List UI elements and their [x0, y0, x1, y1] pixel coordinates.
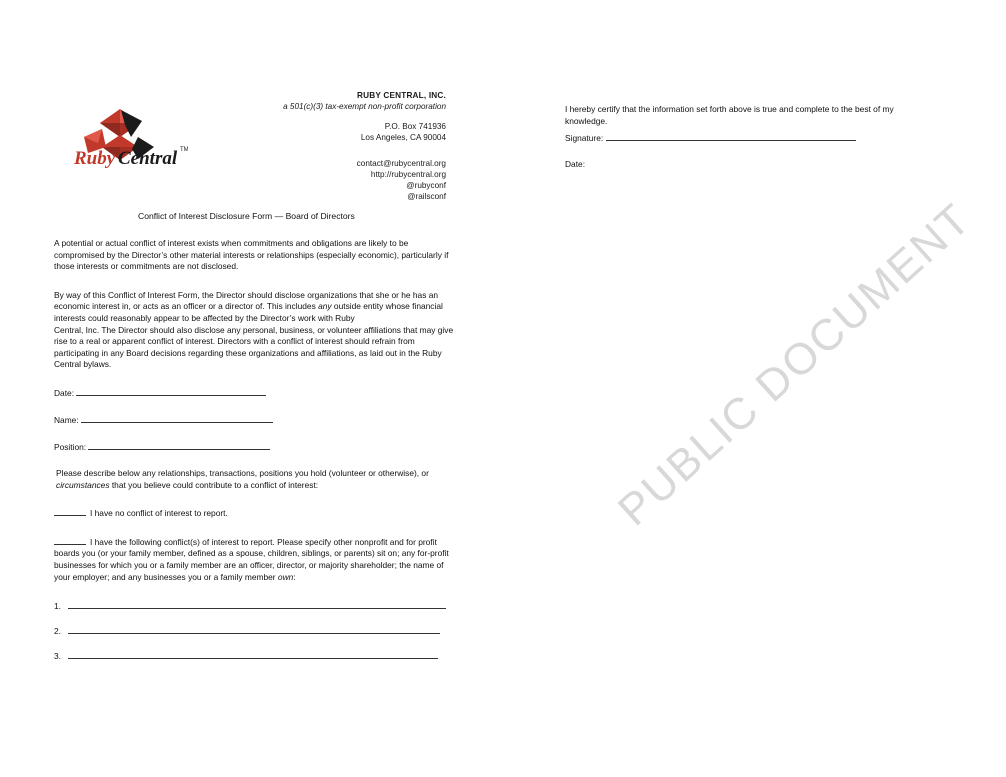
- watermark-text: PUBLIC DOCUMENT: [609, 194, 981, 536]
- paragraph-disclosure-part1: By way of this Conflict of Interest Form, the Director should disclose organizations that she or he has an economic interest in, or acts as an officer or a director of. This includes: [54, 289, 439, 312]
- field-name-rule[interactable]: [81, 413, 273, 423]
- form-column: [54, 90, 454, 661]
- disclosure-item-3-rule[interactable]: [68, 649, 438, 659]
- option-has-conflict-blank[interactable]: [54, 536, 86, 545]
- option-has-conflict-label: I have the following conflict(s) of interest to report. Please specify other nonprofit and for profit boards you (or your family member, defined as a spouse, children, siblings, or parents) sit on; any for-profit businesses for which you or a family member are an officer, director, or majority shareholder; the name of your employer; and any businesses you or a family member: [54, 536, 449, 582]
- paragraph-disclosure-part2: outside entity whose financial interests could reasonably appear to be affected by the Director’s work with Ruby: [54, 301, 443, 323]
- disclosure-item-1-rule[interactable]: [68, 599, 446, 609]
- field-date-label: Date:: [54, 387, 75, 398]
- paragraph-describe-part2: that you believe could contribute to a conflict of interest:: [109, 479, 319, 490]
- field-name-label: Name:: [54, 414, 79, 425]
- org-address-line1: P.O. Box 741936: [384, 122, 446, 131]
- field-date-rule[interactable]: [76, 386, 266, 396]
- paragraph-disclosure-emphasis: any: [318, 301, 332, 312]
- option-has-conflict-emphasis: own: [277, 571, 294, 582]
- svg-text:Central: Central: [118, 148, 178, 169]
- option-no-conflict-label: I have no conflict of interest to report.: [90, 508, 228, 519]
- field-signature-rule[interactable]: [606, 131, 856, 141]
- field-certification-date-label: Date:: [565, 158, 586, 169]
- watermark: [565, 150, 1005, 620]
- disclosure-item-3[interactable]: [54, 649, 454, 661]
- org-website[interactable]: http://rubycentral.org: [370, 170, 446, 179]
- paragraph-definition: A potential or actual conflict of interest exists when commitments and obligations are likely to be compromised by the Director’s other material interests or relationships (especially economic), particularly if those interests or commitments are not disclosed.: [54, 238, 449, 272]
- paragraph-describe: [56, 468, 454, 491]
- option-no-conflict[interactable]: [54, 507, 454, 520]
- certification-statement: I hereby certify that the information set forth above is true and complete to the best of my knowledge.: [565, 104, 894, 126]
- disclosure-item-2[interactable]: [54, 624, 454, 636]
- letterhead: [54, 90, 454, 201]
- option-has-conflict[interactable]: [54, 536, 454, 583]
- disclosure-item-1-number: 1.: [54, 601, 61, 612]
- paragraph-describe-emphasis: circumstances: [56, 479, 110, 490]
- paragraph-describe-part1: Please describe below any relationships, transactions, positions you hold (volunteer or otherwise), or: [56, 467, 429, 478]
- svg-text:TM: TM: [180, 147, 188, 153]
- option-no-conflict-blank[interactable]: [54, 507, 86, 516]
- certification-column: [565, 104, 925, 170]
- field-signature[interactable]: [565, 131, 925, 145]
- paragraph-disclosure: [54, 290, 454, 371]
- disclosure-item-1[interactable]: [54, 599, 454, 611]
- org-handle-railsconf[interactable]: @railsconf: [407, 192, 446, 201]
- field-name[interactable]: [54, 413, 454, 425]
- disclosure-item-2-number: 2.: [54, 626, 61, 637]
- org-address-line2: Los Angeles, CA 90004: [360, 133, 446, 142]
- org-email[interactable]: contact@rubycentral.org: [356, 159, 446, 168]
- org-subtitle: a 501(c)(3) tax-exempt non-profit corporation: [283, 102, 446, 111]
- paragraph-disclosure-part3: Central, Inc. The Director should also disclose any personal, business, or volunteer affiliations that may give rise to a real or apparent conflict of interest. Directors with a conflict of interest should refrain from participating in any Board decisions regarding these organizations and affiliations, as laid out in the Ruby Central bylaws.: [54, 324, 454, 370]
- org-name: RUBY CENTRAL, INC.: [357, 91, 446, 100]
- disclosure-items: [54, 599, 454, 661]
- field-position-label: Position:: [54, 441, 87, 452]
- org-handle-rubyconf[interactable]: @rubyconf: [406, 181, 446, 190]
- field-position[interactable]: [54, 440, 454, 452]
- org-contact-block: [214, 90, 446, 202]
- option-has-conflict-label-end: :: [293, 571, 296, 582]
- ruby-central-logo: [68, 107, 188, 179]
- field-certification-date[interactable]: [565, 159, 925, 171]
- field-date[interactable]: [54, 386, 454, 398]
- svg-text:Ruby: Ruby: [74, 148, 116, 169]
- form-title: Conflict of Interest Disclosure Form — Board of Directors: [138, 211, 355, 221]
- field-signature-label: Signature:: [565, 133, 604, 144]
- disclosure-item-2-rule[interactable]: [68, 624, 440, 634]
- field-position-rule[interactable]: [88, 440, 270, 450]
- disclosure-item-3-number: 3.: [54, 651, 61, 662]
